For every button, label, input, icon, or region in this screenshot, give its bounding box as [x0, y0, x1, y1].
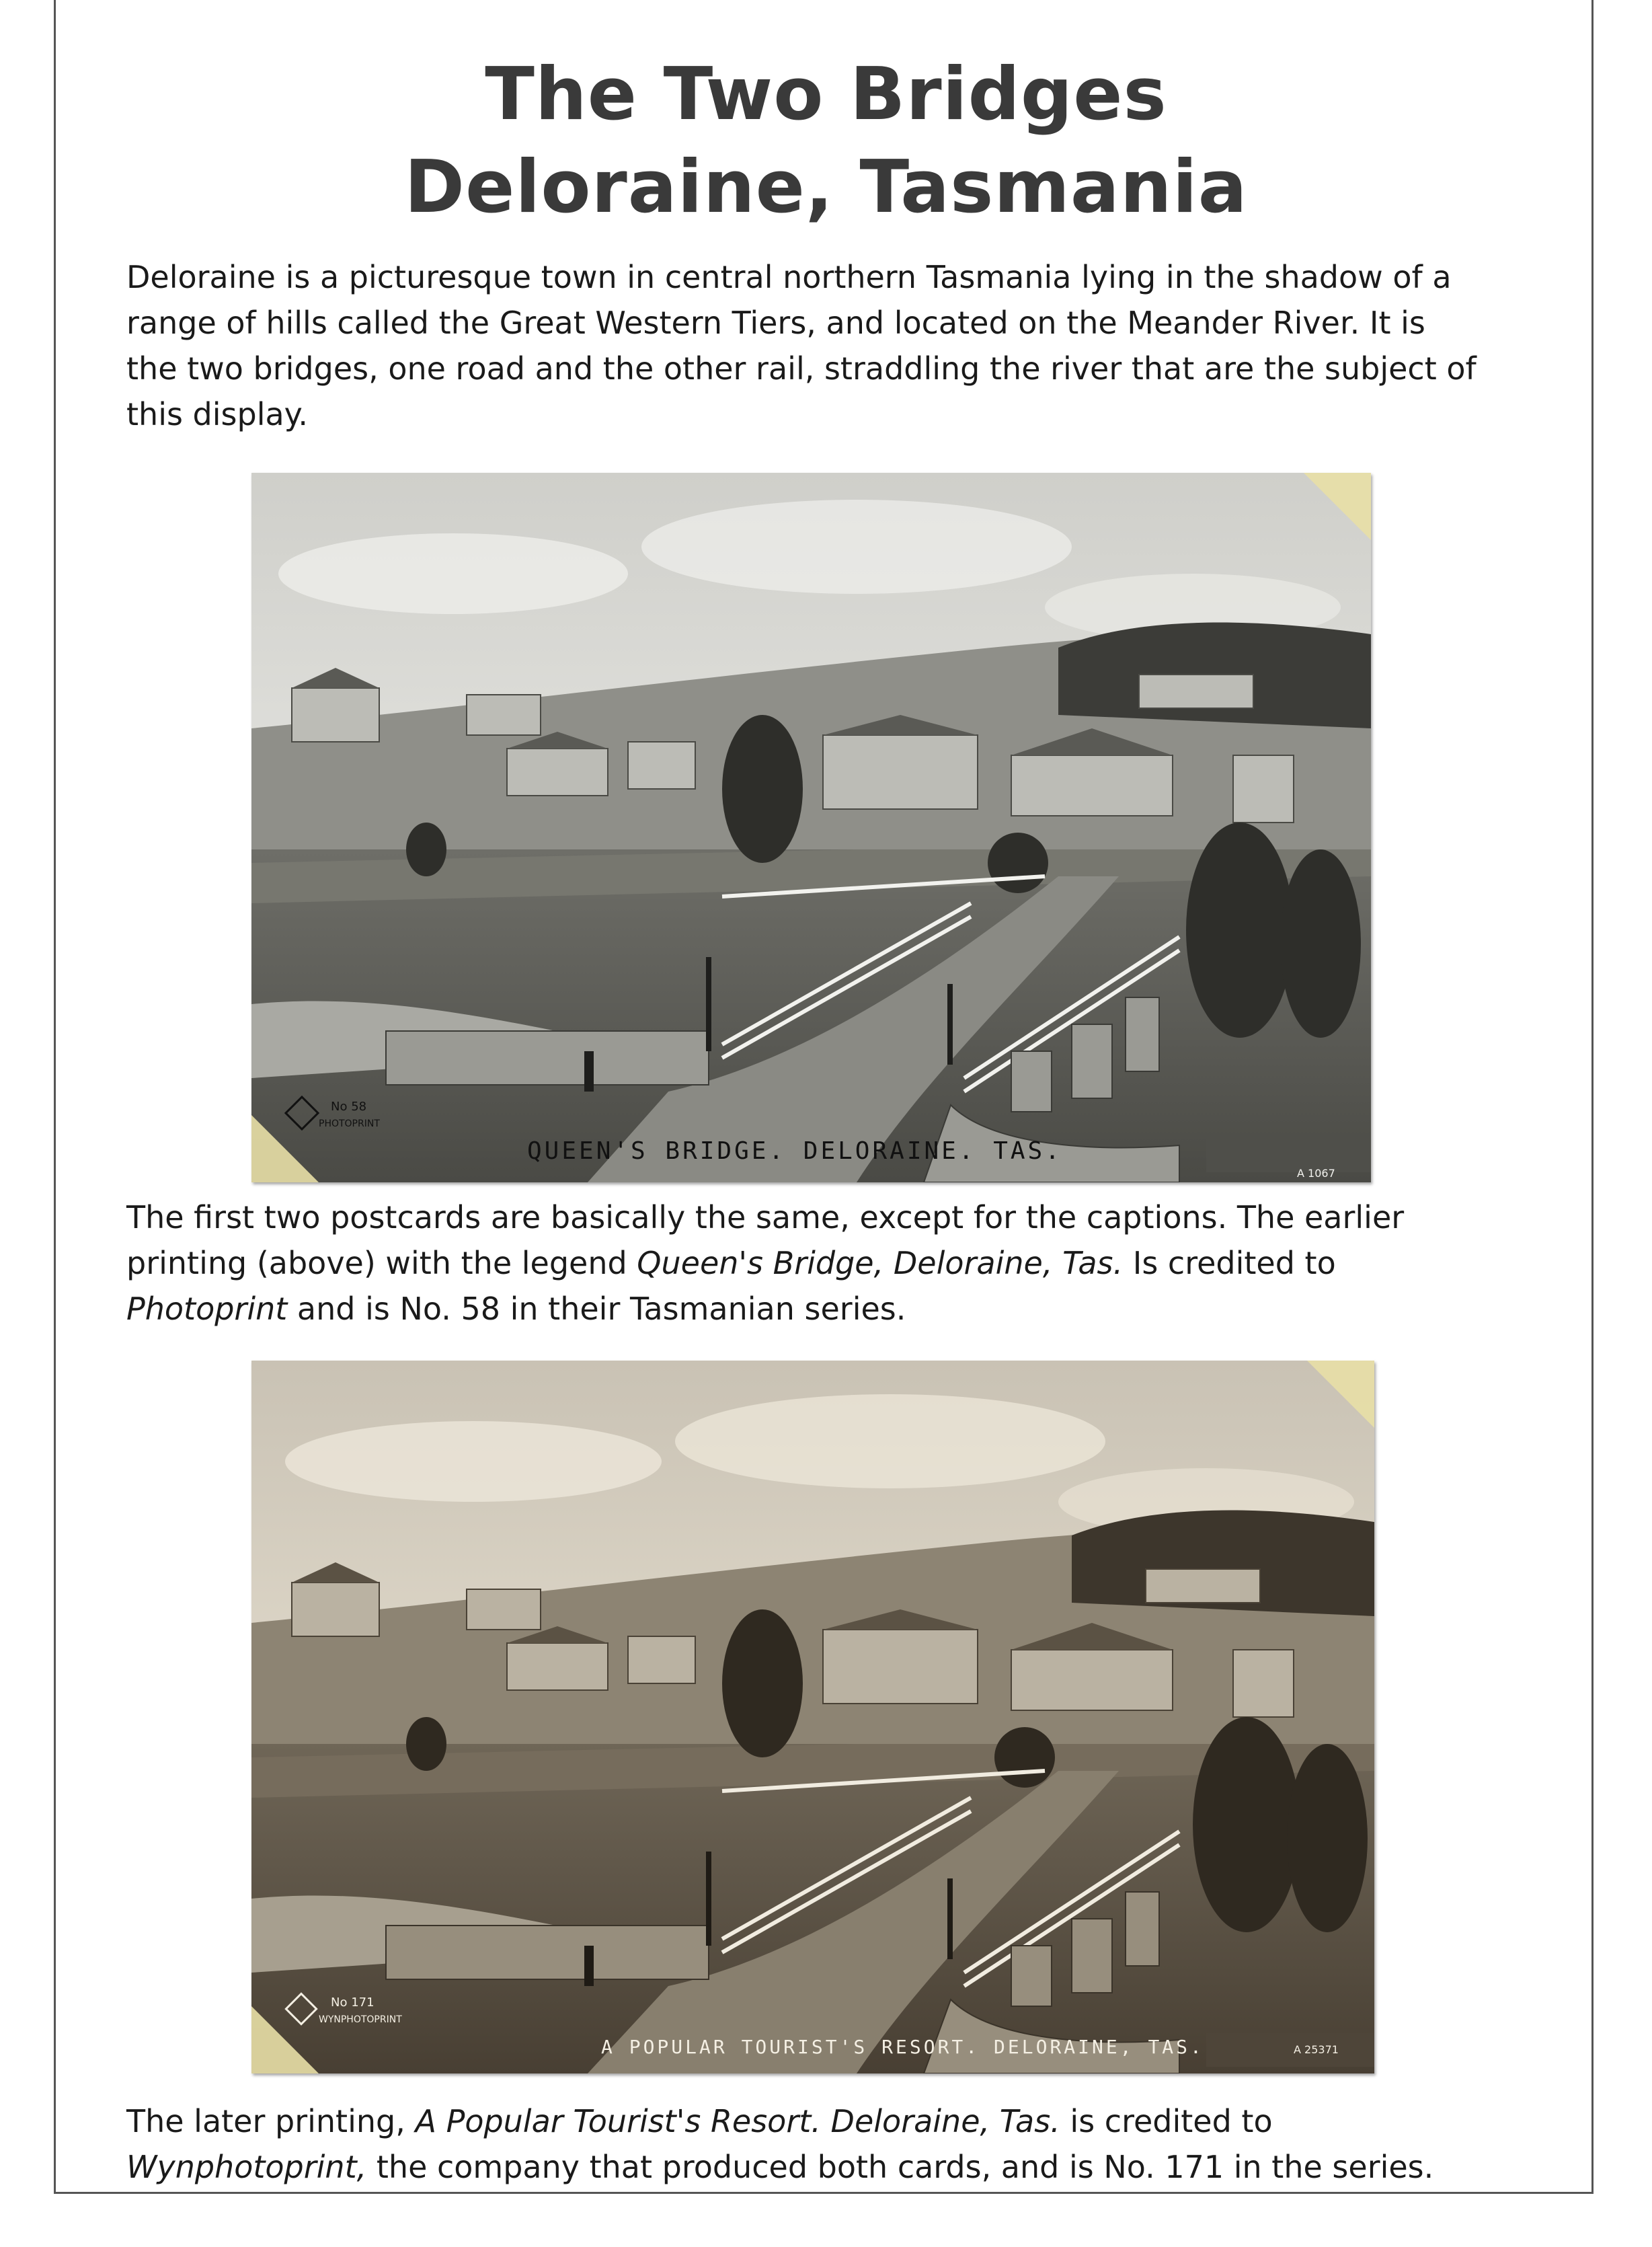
middle-line-1: The first two postcards are basically the same, except for the captions. The earlier — [126, 1199, 1405, 1235]
middle-line-3 — [126, 1286, 1552, 1332]
intro-line-1: Deloraine is a picturesque town in central northern Tasmania lying in the shadow of a — [126, 259, 1452, 295]
postcard-1-logo-brand: PHOTOPRINT — [319, 1118, 380, 1129]
postcard-1-serial: A 1067 — [1297, 1167, 1335, 1180]
middle-line-2-post: Is credited to — [1123, 1245, 1336, 1281]
closing-paragraph — [126, 2098, 1552, 2190]
postcard-2-photo — [251, 1361, 1374, 2073]
postcard-1-caption: QUEEN'S BRIDGE. DELORAINE. TAS. — [527, 1137, 1062, 1165]
middle-line-2-pre: printing (above) with the legend — [126, 1245, 637, 1281]
wynphotoprint-name: Wynphotoprint, — [126, 2149, 367, 2185]
postcard-2-serial: A 25371 — [1294, 2043, 1339, 2056]
intro-line-4: this display. — [126, 396, 308, 432]
postcard-1-photo — [251, 473, 1371, 1182]
postcard-1-logo-number: No 58 — [331, 1100, 367, 1114]
closing-line-1 — [126, 2098, 1552, 2144]
intro-line-2: range of hills called the Great Western Tiers, and located on the Meander River. It is — [126, 305, 1425, 341]
middle-line-2 — [126, 1240, 1552, 1286]
page-title-line-2: Deloraine, Tasmania — [404, 145, 1248, 229]
closing-line-2 — [126, 2144, 1552, 2190]
closing-line-1-pre: The later printing, — [126, 2103, 416, 2139]
page-title-line-1: The Two Bridges — [485, 52, 1167, 137]
middle-line-3-post: and is No. 58 in their Tasmanian series. — [287, 1291, 906, 1327]
photoprint-name: Photoprint — [126, 1291, 288, 1327]
middle-paragraph — [126, 1194, 1552, 1332]
queens-bridge-legend: Queen's Bridge, Deloraine, Tas. — [637, 1245, 1124, 1281]
closing-line-1-post: is credited to — [1060, 2103, 1273, 2139]
tourist-resort-legend: A Popular Tourist's Resort. Deloraine, Tas. — [415, 2103, 1060, 2139]
postcard-2-logo-number: No 171 — [331, 1995, 375, 2010]
postcard-2-logo-brand: WYNPHOTOPRINT — [319, 2014, 402, 2025]
postcard-2-caption: A POPULAR TOURIST'S RESORT. DELORAINE, TAS. — [601, 2036, 1204, 2058]
intro-line-3: the two bridges, one road and the other rail, straddling the river that are the subject of — [126, 350, 1477, 387]
closing-line-2-post: the company that produced both cards, and is No. 171 in the series. — [366, 2149, 1434, 2185]
intro-paragraph — [126, 254, 1552, 437]
postcard-tourist-resort — [251, 1361, 1374, 2073]
postcard-queens-bridge — [251, 473, 1371, 1182]
